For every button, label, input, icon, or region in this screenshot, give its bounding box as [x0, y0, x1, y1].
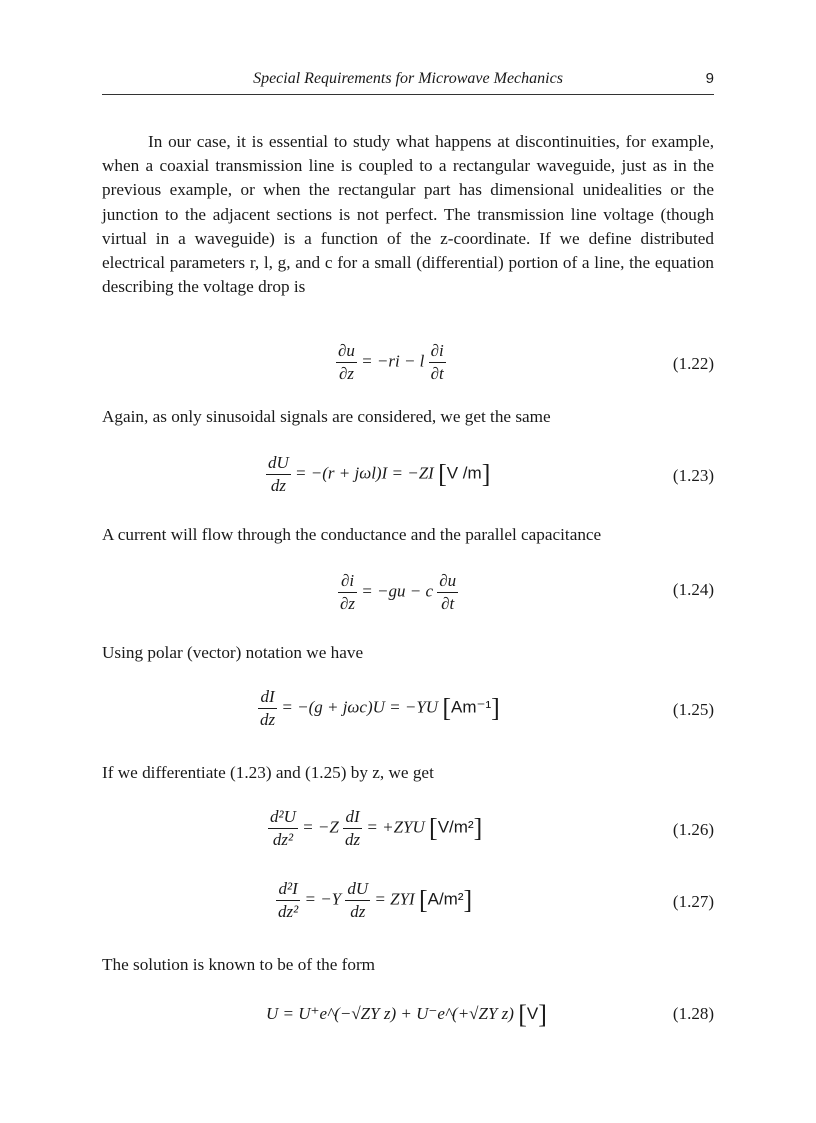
paragraph-text: If we differentiate (1.23) and (1.25) by z, we get — [102, 763, 434, 782]
eq127-rhs-num: dU — [345, 878, 370, 901]
paragraph-text: A current will flow through the conductance and the parallel capacitance — [102, 525, 602, 544]
paragraph-text: The solution is known to be of the form — [102, 955, 376, 974]
paragraph-intro — [102, 130, 714, 299]
paragraph-differentiate — [102, 761, 714, 785]
eq127-lhs-den: dz² — [278, 902, 299, 921]
eq127-tail: = ZYI — [374, 889, 415, 909]
equation-number: (1.27) — [672, 892, 714, 911]
eq126-mid: = −Z — [302, 817, 339, 837]
equation-number: (1.25) — [672, 700, 714, 719]
eq124-lhs-den: ∂z — [340, 594, 356, 613]
eq124-mid: = −gu − c — [361, 581, 433, 601]
equation-number: (1.24) — [672, 580, 714, 599]
paragraph-text: In our case, it is essential to study what happens at discontinuities, for example, when a coaxial transmission line is coupled to a rectangular waveguide, just as in the previous example, or when the rectangular part has dimensional unidealities or the junction to the adjacent sections is not perfect. The transmission line voltage (though virtual in a waveguide) is a function of the z-coordinate. If we define distributed electrical parameters r, l, g, and c for a small (differential) portion of a line, the equation describing the voltage drop is — [102, 132, 714, 297]
eq127-unit: A/m² — [427, 889, 464, 909]
equation-number: (1.26) — [672, 820, 714, 839]
eq128-unit: V — [526, 1004, 539, 1023]
eq127-lhs-num: d²I — [276, 878, 300, 901]
equation-1-26: $\frac{\text{d²U}}{\text{dz²}}$ = −Z $\frac{dI}{dz}$ = +ZYU [V/m²] — [270, 807, 483, 849]
eq127-rhs-den: dz — [350, 902, 366, 921]
equation-1-25: $\frac{dI}{dz}$ = −(g + jωc)U = −YU [Am⁻¹] — [260, 687, 500, 729]
eq128-body: U = U⁺e^(−√ZY z) + U⁻e^(+√ZY z) — [266, 1004, 514, 1023]
paragraph-solution — [102, 953, 714, 977]
paragraph-polar — [102, 641, 714, 665]
eq126-rhs-den: dz — [345, 830, 361, 849]
equation-1-24 — [338, 570, 458, 615]
running-header — [102, 66, 714, 95]
equation-1-28: U = U⁺e^(−√ZY z) + U⁻e^(+√ZY z) [V] — [266, 1000, 547, 1029]
equation-number: (1.28) — [672, 1004, 714, 1023]
eq122-rhs-den: ∂t — [430, 364, 444, 383]
eq125-unit: Am⁻¹ — [451, 697, 492, 717]
equation-1-27: $\frac{\text{d²I}}{\text{dz²}}$ = −Y $\frac{dU}{dz}$ = ZYI [A/m²] — [278, 879, 473, 921]
eq125-body: = −(g + jωc)U = −YU — [281, 697, 439, 717]
running-title: Special Requirements for Microwave Mechanics — [253, 70, 563, 87]
eq124-lhs-num: ∂i — [338, 570, 357, 593]
paragraph-text: Using polar (vector) notation we have — [102, 643, 364, 662]
eq122-lhs-den: ∂z — [338, 364, 354, 383]
eq123-unit: V /m — [446, 463, 482, 483]
eq127-mid: = −Y — [304, 889, 342, 909]
eq126-tail: = +ZYU — [366, 817, 425, 837]
eq125-lhs-den: dz — [260, 710, 276, 729]
paragraph-sinusoidal — [102, 405, 714, 429]
eq123-body: = −(r + jωl)I = −ZI — [295, 463, 434, 483]
paragraph-current — [102, 523, 714, 547]
eq122-lhs-num: ∂u — [336, 340, 357, 363]
eq126-rhs-num: dI — [343, 806, 362, 829]
equation-1-22 — [336, 340, 446, 385]
eq122-rhs-num: ∂i — [429, 340, 446, 363]
eq123-lhs-num: dU — [266, 452, 291, 475]
eq126-lhs-den: dz² — [272, 830, 294, 849]
equation-number: (1.23) — [672, 466, 714, 485]
equation-1-23: $\frac{dU}{dz}$ = −(r + jωl)I = −ZI [V /m] — [268, 453, 491, 495]
eq126-unit: V/m² — [437, 817, 474, 837]
eq122-mid: = −ri − l — [361, 351, 425, 371]
eq123-lhs-den: dz — [270, 476, 286, 495]
paragraph-text: Again, as only sinusoidal signals are considered, we get the same — [102, 407, 551, 426]
eq125-lhs-num: dI — [258, 686, 277, 709]
eq124-rhs-num: ∂u — [437, 570, 458, 593]
page-number: 9 — [705, 70, 714, 87]
equation-number: (1.22) — [672, 354, 714, 373]
eq124-rhs-den: ∂t — [441, 594, 455, 613]
eq126-lhs-num: d²U — [268, 806, 298, 829]
